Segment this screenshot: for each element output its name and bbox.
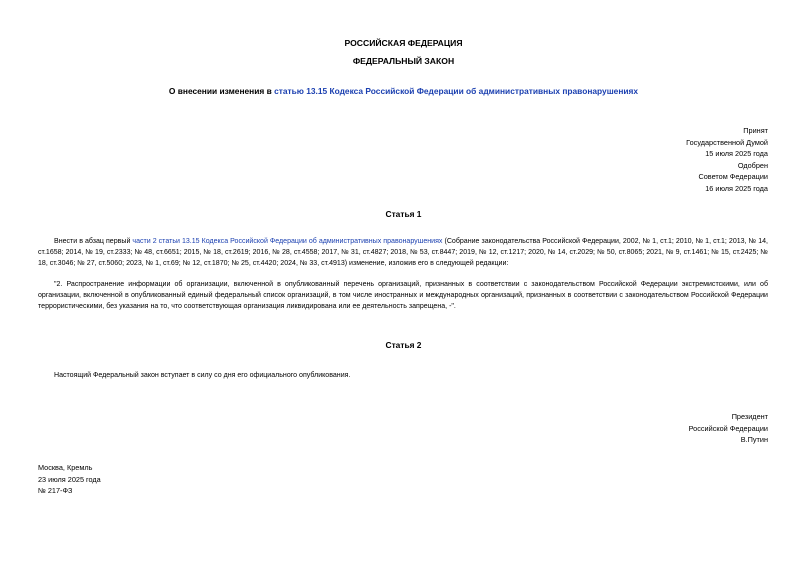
article-1-heading: Статья 1	[385, 209, 422, 219]
adoption-line: Принят	[743, 126, 768, 135]
place-date-block	[38, 462, 101, 497]
signature-line: Президент	[731, 412, 768, 421]
article-1-intro-suffix: (Собрание законодательства Российской Федерации, 2002, № 1, ст.1; 2010, № 1, ст.1; 2013, № 14, ст.1658; 2014, № 19, ст.2333; № 48, ст.6651; 2015, № 18, ст.2619; 2016, № 28, ст.4558; 2017, № 31, ст.4827; 2018, № 53, ст.8447; 2019, № 12, ст.1217; 2020, № 14, ст.2029; № 50, ст.8065; 2021, № 9, ст.1461; № 15, ст.2425; № 18, ст.3046; № 27, ст.5060; 2023, № 1, ст.69; № 12, ст.1870; № 25, ст.4420; 2024, № 33, ст.4913) изменение, изложив его в следующей редакции:	[38, 238, 768, 268]
article-1-quote: "2. Распространение информации об организации, включенной в опубликованный перечень организаций, признанных в соответствии с законодательством Российской Федерации экстремистскими, или об организации, включенной в опубликованный единый федеральный список организаций, в том числе иностранных и международных организаций, признанных в соответствии с законодательством Российской Федерации террористическими, без указания на то, что соответствующая организация ликвидирована или ее деятельность запрещена, -".	[38, 281, 768, 311]
place-line: Москва, Кремль	[38, 463, 93, 472]
signature-block	[689, 411, 768, 446]
adoption-line: Государственной Думой	[686, 137, 768, 147]
article-2-heading: Статья 2	[385, 340, 422, 350]
adoption-line: Советом Федерации	[698, 172, 768, 182]
date-line: 23 июля 2025 года	[38, 474, 101, 484]
document-type-heading: ФЕДЕРАЛЬНЫЙ ЗАКОН	[352, 56, 455, 66]
adoption-line: Одобрен	[737, 160, 768, 170]
adoption-block	[686, 125, 768, 195]
article-1-intro-link[interactable]: части 2 статьи 13.15 Кодекса Российской Федерации об административных правонарушениях	[132, 238, 443, 245]
law-title-link[interactable]: статью 13.15 Кодекса Российской Федерации об административных правонарушениях	[274, 86, 639, 96]
adoption-line: 16 июля 2025 года	[705, 183, 768, 193]
law-title	[0, 86, 807, 96]
article-1-intro	[38, 236, 768, 270]
signature-line: Российской Федерации	[688, 423, 768, 433]
article-1-intro-prefix: Внести в абзац первый	[54, 238, 133, 245]
country-heading: РОССИЙСКАЯ ФЕДЕРАЦИЯ	[344, 38, 463, 48]
article-2-text: Настоящий Федеральный закон вступает в силу со дня его официального опубликования.	[54, 372, 351, 379]
adoption-line: 15 июля 2025 года	[705, 149, 768, 159]
law-number: № 217-ФЗ	[38, 486, 73, 496]
signature-line: В.Путин	[740, 435, 768, 445]
law-title-prefix: О внесении изменения в	[168, 86, 275, 96]
